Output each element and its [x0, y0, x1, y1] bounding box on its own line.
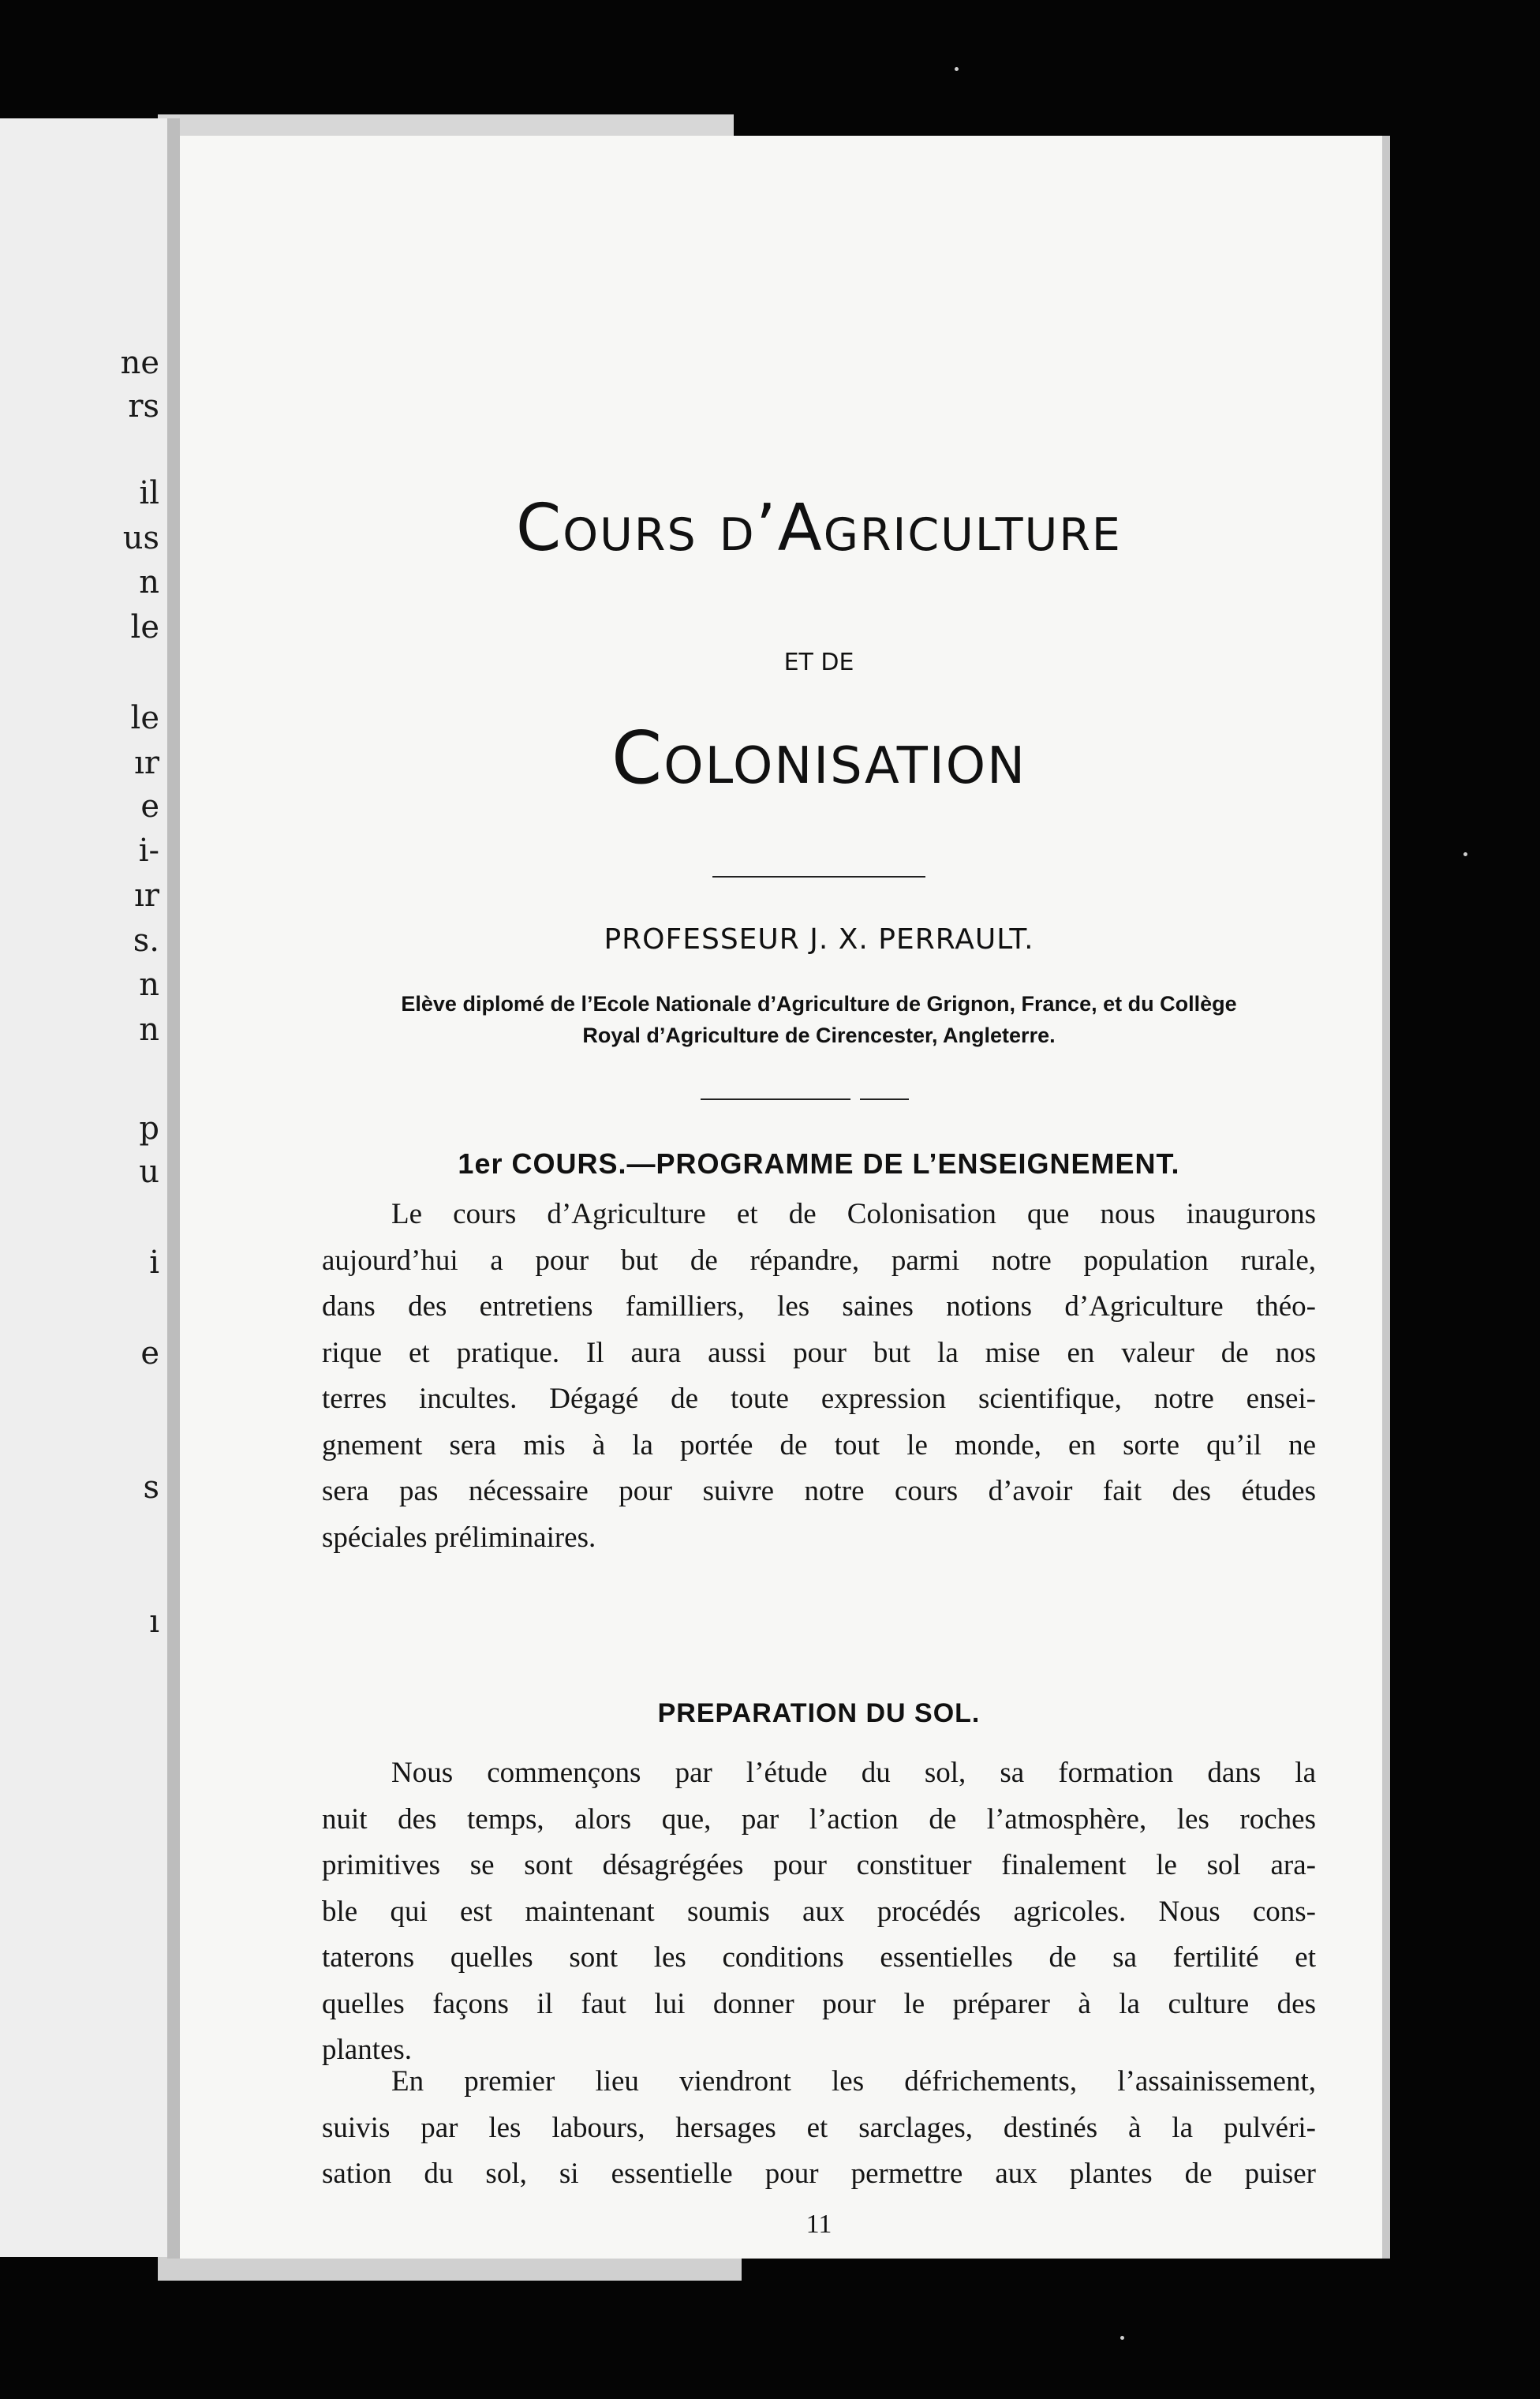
left-page-fragment: rs [128, 388, 159, 425]
left-page-fragment: n [139, 564, 159, 601]
paragraph-soil [322, 1750, 1316, 2074]
text-line: sera pas nécessaire pour suivre notre cours d’avoir fait des études [322, 1475, 1316, 1507]
left-page-fragment: s. [133, 923, 159, 959]
left-page-fragment: s [143, 1469, 159, 1506]
author-line: PROFESSEUR J. X. PERRAULT. [604, 923, 1034, 956]
page-number: 11 [806, 2210, 832, 2239]
section-heading-program: 1er COURS.—PROGRAMME DE L’ENSEIGNEMENT. [458, 1147, 1180, 1180]
text-line: plantes. [322, 2034, 413, 2066]
book-spine [167, 118, 180, 2259]
left-page-fragment: us [122, 520, 159, 556]
scan-speck [1463, 852, 1467, 856]
text-line: taterons quelles sont les conditions essentielles de sa fertilité et [322, 1941, 1316, 1974]
left-page-fragment: il [139, 475, 159, 511]
text-line: gnement sera mis à la portée de tout le monde, en sorte qu’il ne [322, 1428, 1316, 1461]
credentials-line: Royal d’Agriculture de Cirencester, Angleterre. [582, 1024, 1056, 1047]
text-line: aujourd’hui a pour but de répandre, parmi notre population rurale, [322, 1244, 1316, 1277]
text-line: sation du sol, si essentielle pour permettre aux plantes de puiser [322, 2158, 1316, 2190]
text-line: En premier lieu viendront les défrichements, l’assainissement, [391, 2065, 1316, 2098]
left-page-fragment: u [139, 1154, 159, 1190]
text-line: rique et pratique. Il aura aussi pour but la mise en valeur de nos [322, 1336, 1316, 1369]
text-line: dans des entretiens familliers, les saines notions d’Agriculture théo- [322, 1290, 1316, 1323]
left-page-fragment: le [130, 609, 159, 646]
text-line: Le cours d’Agriculture et de Colonisation que nous inaugurons [391, 1198, 1316, 1230]
divider-rule-short [860, 1098, 909, 1100]
divider-rule [712, 876, 925, 878]
scan-speck [1120, 2336, 1124, 2340]
left-page-fragment: ır [134, 878, 159, 914]
left-page-fragment: p [139, 1110, 159, 1147]
title-connector: ET DE [783, 649, 854, 676]
left-page-fragment: i- [138, 833, 159, 869]
text-line: primitives se sont désagrégées pour constituer finalement le sol ara- [322, 1849, 1316, 1881]
left-page-fragment: n [139, 967, 159, 1003]
left-page-fragment: e [140, 1335, 159, 1372]
left-page-fragment: n [139, 1012, 159, 1048]
paragraph-program [322, 1192, 1316, 1561]
credentials-line: Elève diplomé de l’Ecole Nationale d’Agriculture de Grignon, France, et du Collège [401, 992, 1237, 1016]
text-line: ble qui est maintenant soumis aux procédés agricoles. Nous cons- [322, 1895, 1316, 1928]
scan-speck [955, 67, 959, 71]
left-page-fragment: e [140, 788, 159, 825]
left-page-fragment: ne [120, 345, 159, 381]
paragraph-clearing [322, 2059, 1316, 2198]
left-page-fragment: ır [134, 745, 159, 781]
left-page-fragment: le [130, 700, 159, 736]
right-page [180, 136, 1390, 2259]
section-heading-soil: PREPARATION DU SOL. [657, 1698, 981, 1728]
page-title: Cours d’Agriculture [516, 491, 1122, 566]
left-page-fragment: i [149, 1244, 159, 1281]
left-page-fragment: ı [149, 1604, 159, 1640]
left-page [0, 118, 170, 2257]
author-credentials [306, 988, 1332, 1051]
text-line: Nous commençons par l’étude du sol, sa formation dans la [391, 1757, 1316, 1789]
text-line: quelles façons il faut lui donner pour le préparer à la culture des [322, 1987, 1316, 2020]
text-line: spéciales préliminaires. [322, 1521, 596, 1554]
text-line: suivis par les labours, hersages et sarclages, destinés à la pulvéri- [322, 2111, 1316, 2144]
divider-rule [701, 1098, 850, 1100]
text-line: nuit des temps, alors que, par l’action de l’atmosphère, les roches [322, 1802, 1316, 1836]
text-line: terres incultes. Dégagé de toute expression scientifique, notre ensei- [322, 1383, 1316, 1415]
page-title-second-line: Colonisation [611, 716, 1026, 800]
